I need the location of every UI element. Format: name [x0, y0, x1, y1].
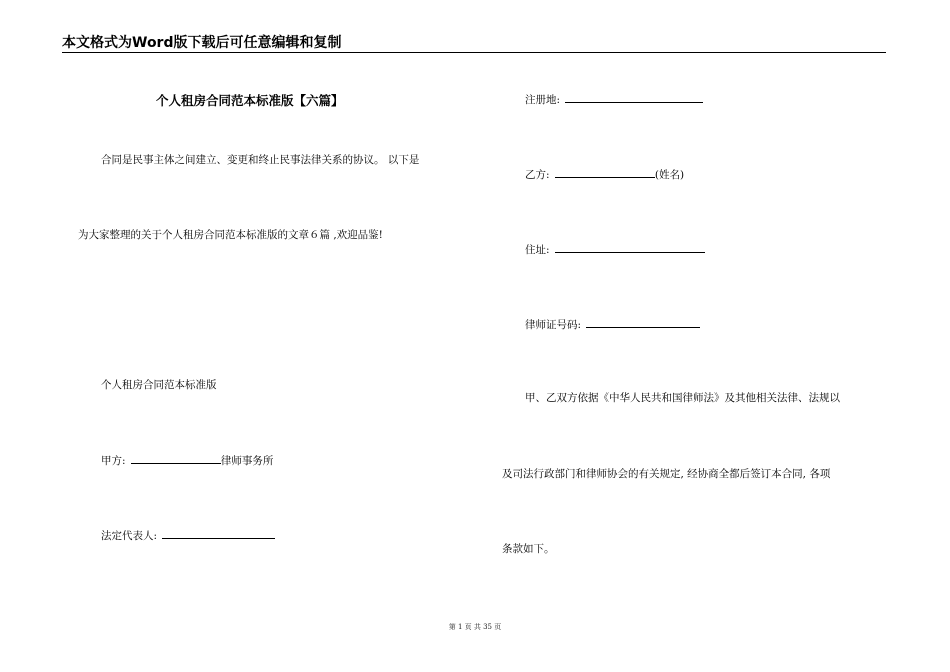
section-subtitle: 个人租房合同范本标准版	[101, 379, 217, 391]
party-a-line	[101, 453, 273, 468]
party-a-label: 甲方:	[101, 455, 126, 467]
body-paragraph-line-2: 及司法行政部门和律师协会的有关规定, 经协商全都后签订本合同, 各项	[502, 468, 831, 480]
license-blank	[586, 317, 700, 328]
address-blank	[555, 242, 705, 253]
legal-rep-line	[101, 528, 275, 543]
intro-paragraph-line-2: 为大家整理的关于个人租房合同范本标准版的文章６篇 ,欢迎品鉴!	[78, 229, 383, 241]
page-number: 第 1 页 共 35 页	[448, 623, 502, 631]
address-line	[525, 242, 705, 257]
body-paragraph-line-3: 条款如下。	[502, 543, 555, 555]
body-paragraph-line-1: 甲、乙双方依据《中华人民共和国律师法》及其他相关法律、法规以	[525, 392, 840, 404]
party-a-blank	[131, 453, 221, 464]
party-b-suffix: (姓名)	[654, 169, 685, 181]
party-b-line	[525, 167, 684, 182]
document-title: 个人租房合同范本标准版【六篇】	[156, 93, 344, 108]
legal-rep-blank	[162, 528, 275, 539]
license-line	[525, 317, 700, 332]
page-header	[62, 34, 886, 53]
license-label: 律师证号码:	[525, 319, 582, 331]
registered-address-line	[525, 92, 703, 107]
address-label: 住址:	[525, 244, 550, 256]
registered-address-blank	[565, 92, 703, 103]
party-b-blank	[555, 167, 655, 178]
intro-paragraph-line-1: 合同是民事主体之间建立、变更和终止民事法律关系的协议。 以下是	[101, 154, 420, 166]
header-text: 本文格式为Word版下载后可任意编辑和复制	[62, 35, 342, 51]
legal-rep-label: 法定代表人:	[101, 530, 158, 542]
registered-address-label: 注册地:	[525, 94, 561, 106]
party-b-label: 乙方:	[525, 169, 550, 181]
party-a-suffix: 律师事务所	[220, 455, 274, 467]
